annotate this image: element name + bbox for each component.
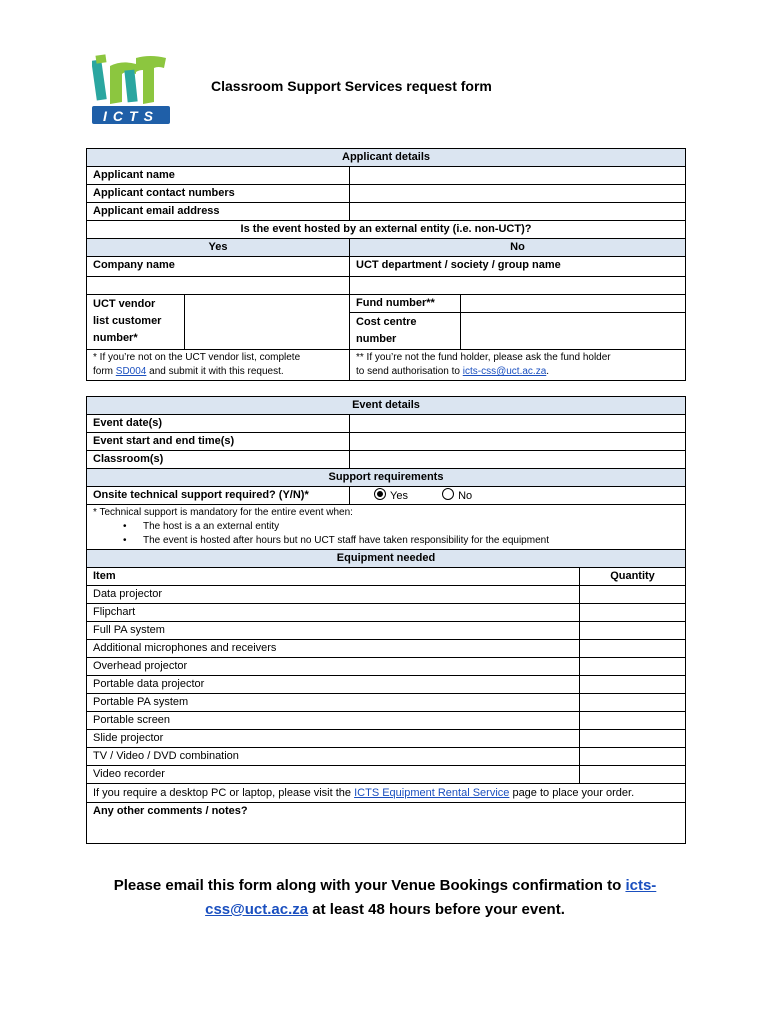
sd004-link[interactable]: SD004 (115, 366, 147, 377)
cost-label-line-1: Cost centre (356, 316, 417, 328)
footer-text: Please email this form along with your Venue Bookings confirmation to (113, 877, 626, 894)
support-header: Support requirements (87, 469, 686, 487)
quantity-field[interactable] (580, 748, 686, 766)
desktop-note-text-end: page to place your order. (509, 787, 635, 799)
fund-note-text: to send authorisation to (356, 366, 463, 377)
quantity-field[interactable] (580, 730, 686, 748)
quantity-field[interactable] (580, 766, 686, 784)
footer-email-link[interactable]: icts-css@uct.ac.za (205, 877, 657, 918)
vendor-number-field[interactable] (185, 295, 350, 350)
yes-column-header: Yes (87, 239, 350, 257)
quantity-field[interactable] (580, 604, 686, 622)
equipment-item: Data projector (87, 586, 580, 604)
equipment-item: Video recorder (87, 766, 580, 784)
event-table (86, 396, 686, 844)
equipment-rental-link[interactable]: ICTS Equipment Rental Service (354, 787, 510, 799)
fund-number-label: Fund number** (350, 295, 461, 313)
radio-empty-icon (442, 488, 454, 500)
fund-note (350, 350, 686, 381)
equipment-item: Overhead projector (87, 658, 580, 676)
equipment-item: Portable screen (87, 712, 580, 730)
dept-label: UCT department / society / group name (350, 257, 686, 277)
no-column-header: No (350, 239, 686, 257)
event-header: Event details (87, 397, 686, 415)
logo-text: ICTS (103, 108, 159, 124)
vendor-label-line-3: number* (93, 332, 138, 344)
vendor-note (87, 350, 350, 381)
radio-selected-icon (374, 488, 386, 500)
quantity-field[interactable] (580, 622, 686, 640)
cost-centre-field[interactable] (461, 313, 686, 350)
quantity-column-header: Quantity (580, 568, 686, 586)
equipment-item: Portable data projector (87, 676, 580, 694)
quantity-field[interactable] (580, 658, 686, 676)
equipment-item: Full PA system (87, 622, 580, 640)
comments-field[interactable] (87, 803, 686, 844)
applicant-email-label: Applicant email address (87, 203, 350, 221)
event-times-label: Event start and end time(s) (87, 433, 350, 451)
event-dates-label: Event date(s) (87, 415, 350, 433)
icts-css-email-link[interactable]: icts-css@uct.ac.za (462, 366, 547, 377)
comments-label: Any other comments / notes? (93, 805, 248, 817)
applicant-contact-label: Applicant contact numbers (87, 185, 350, 203)
applicant-table (86, 148, 686, 381)
fund-note-line-1: ** If you’re not the fund holder, please ask the fund holder (356, 352, 611, 363)
tech-note-text: * Technical support is mandatory for the entire event when: (93, 507, 353, 518)
equipment-item: TV / Video / DVD combination (87, 748, 580, 766)
footer-text-end: at least 48 hours before your event. (308, 901, 565, 918)
bullet-item: • The event is hosted after hours but no UCT staff have taken responsibility for the equipment (123, 535, 549, 546)
page-title: Classroom Support Services request form (211, 78, 492, 94)
bullet-text: The event is hosted after hours but no UCT staff have taken responsibility for the equipment (143, 535, 549, 546)
classroom-field[interactable] (350, 451, 686, 469)
vendor-note-text-end: and submit it with this request. (146, 366, 284, 377)
company-name-field[interactable] (87, 277, 350, 295)
equipment-item: Slide projector (87, 730, 580, 748)
onsite-support-label: Onsite technical support required? (Y/N)* (87, 487, 350, 505)
company-name-label: Company name (87, 257, 350, 277)
equipment-item: Additional microphones and receivers (87, 640, 580, 658)
footer-instruction (90, 874, 680, 922)
applicant-contact-field[interactable] (350, 185, 686, 203)
event-dates-field[interactable] (350, 415, 686, 433)
fund-number-field[interactable] (461, 295, 686, 313)
onsite-no-label: No (458, 490, 473, 502)
bullet-text: The host is a an external entity (143, 521, 280, 532)
external-question: Is the event hosted by an external entity (i.e. non-UCT)? (87, 221, 686, 239)
equipment-header: Equipment needed (87, 550, 686, 568)
applicant-header: Applicant details (87, 149, 686, 167)
dept-field[interactable] (350, 277, 686, 295)
quantity-field[interactable] (580, 676, 686, 694)
classroom-label: Classroom(s) (87, 451, 350, 469)
cost-centre-label (350, 313, 461, 350)
applicant-email-field[interactable] (350, 203, 686, 221)
equipment-item: Portable PA system (87, 694, 580, 712)
item-column-header: Item (87, 568, 580, 586)
onsite-yes-label: Yes (390, 490, 408, 502)
vendor-note-line-1: * If you’re not on the UCT vendor list, complete (93, 352, 301, 363)
quantity-field[interactable] (580, 586, 686, 604)
onsite-yes-radio[interactable] (374, 490, 408, 502)
vendor-label-line-1: UCT vendor (93, 298, 156, 310)
applicant-name-label: Applicant name (87, 167, 350, 185)
desktop-note-text: If you require a desktop PC or laptop, please visit the (93, 787, 355, 799)
bullet-item: • The host is a an external entity (123, 521, 280, 532)
equipment-item: Flipchart (87, 604, 580, 622)
quantity-field[interactable] (580, 694, 686, 712)
vendor-label-line-2: list customer (93, 315, 162, 327)
vendor-number-label (87, 295, 185, 350)
quantity-field[interactable] (580, 712, 686, 730)
desktop-note (87, 784, 686, 803)
onsite-no-radio[interactable] (442, 490, 472, 502)
quantity-field[interactable] (580, 640, 686, 658)
cost-label-line-2: number (356, 333, 397, 345)
tech-support-note (87, 505, 686, 550)
applicant-name-field[interactable] (350, 167, 686, 185)
fund-note-text-end: . (546, 366, 550, 377)
onsite-support-options (350, 487, 686, 505)
event-times-field[interactable] (350, 433, 686, 451)
vendor-note-text: form (93, 366, 116, 377)
